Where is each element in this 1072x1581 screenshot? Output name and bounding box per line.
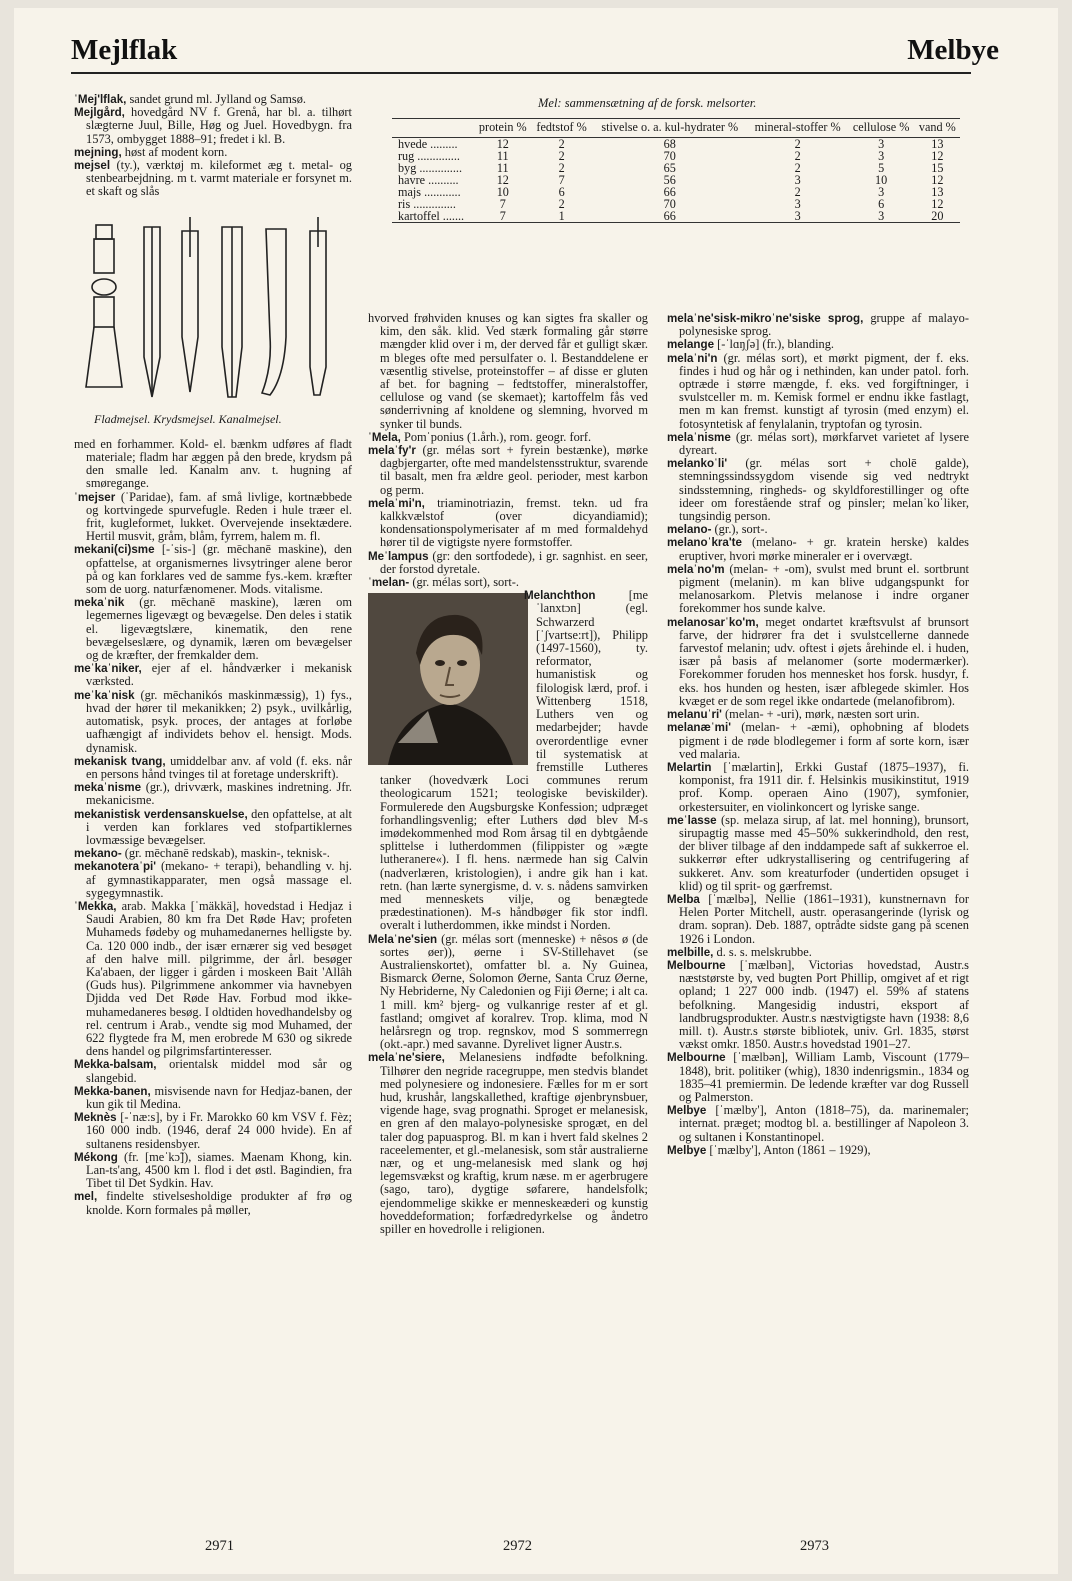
entry-headword: Melartin [667, 760, 712, 774]
chisel-figure [74, 217, 352, 407]
entry-headword: Meˈlampus [368, 549, 429, 563]
entry-text: (gr: den sortfodede), i gr. sagnhist. en seer, der forstod dyretale. [380, 548, 648, 576]
entry-headword: mekanoteraˈpi' [74, 860, 157, 874]
dictionary-entry [368, 1051, 648, 1236]
table-cell: 3 [878, 149, 885, 163]
dictionary-entry [667, 959, 969, 1051]
entry-text: (gr. mélas sort (menneske) + nêsos ø (de sortes øer)), øerne i SV-Stillehavet (se Australienskortet), omfatter bl. a. Ny Guinea, Bismarck Øerne, Solomon Øerne, Santa Cruz Øerne, Ny Hebriderne, Ny Caledonien og Fiji Øerne; i alt ca. 1 mill. km² bjerg- og vulkanrige rester af et gl. fastland; omgivet af koralrev. Trop. klima, mod N helårsregn og trop. regnskov, mod S sommerregn (okt.-apr.) med savanne. Dyrelivet ligner Austr.s. [380, 931, 648, 1052]
table-cell: 70 [663, 149, 676, 163]
entry-text: (gr.), sort-. [711, 522, 768, 537]
table-row [392, 198, 960, 210]
entry-text: (gr. mélas sort), sort-. [409, 575, 520, 590]
dictionary-entry [667, 814, 969, 893]
column-3 [667, 312, 969, 1157]
table-cell: 15 [931, 161, 944, 175]
table-cell: 10 [496, 185, 509, 199]
entry-text: sandet grund ml. Jylland og Samsø. [126, 92, 307, 106]
entry-headword: melanuˈri' [667, 708, 722, 722]
entry-text: [meˈlanxtɔn] (egl. Schwarzerd [ˈʃvartse:rt]), Philipp (1497-1560), ty. reformator, humanistisk og filologisk lærd, prof. i Wittenberg 1518, Luthers ven og medarbejder; havde overordentlige evner til systematisk at fremstille Lutheres tanker (hovedværk Loci communes rerum theologicarum 1521; teologiske beviskilder). Formulerede den Augsburgske Konfession; udpræget forhandlingsvenlig; efter Luthers død blev M-s imødekommenhed mod Rom årsag til en dybtgående splittelse i lutherdommen (filippister og »ægte lutheranere«). I fl. hens. nærmede han sig Calvin (nadverlæren, kristologien), i andre gik han i kat. retn. (han lærte synergisme, d. v. s. nådens samvirken med menneskets vilje, og benægtede prædestinationen). M-s håndbøger fik stor indfl. overalt i lutherdommen, ikke mindst i Norden. [380, 588, 648, 933]
dictionary-entry [667, 457, 969, 523]
entry-headword: melankoˈli' [667, 457, 728, 471]
entry-text: triaminotriazin, fremst. tekn. ud fra kalkkvælstof (over dicyandiamid); kondensationspolymerisater af m med formaldehyd hører til de vigtigste nyere formstoffer. [380, 495, 648, 550]
entry-headword: Melanchthon [524, 589, 596, 603]
entry-text: [ˈmælbən], Victorias hovedstad, Austr.s næststørste by, ved bugten Port Phillip, omgivet af et rigt opland; 1 227 000 indb. (1947) el. 59% af statens befolkning. Mangesidig industri, eksport af landbrugsprodukter. Austr.s næstvigtigste havn (1938: 8,6 mill. t). Austr.s største bibliotek, univ. Grl. 1835, størst vækst omkr. 1850. Austr.s hovedstad 1901–27. [679, 957, 969, 1052]
dictionary-entry [74, 900, 352, 1058]
entry-headword: Mekka-banen, [74, 1084, 151, 1098]
entry-text: (gr. mēchanikós maskinmæssig), 1) fys., hvad der hører til mekanikken; 2) psyk., uvilkårlig, automatisk, psyk. proces, der antages at forløbe uafhængigt af individets behov el. hensigt. Mods. dynamisk. [86, 687, 352, 755]
table-cell: 12 [931, 173, 944, 187]
entry-headword: Melaˈne'sien [368, 932, 438, 946]
dictionary-entry [74, 808, 352, 848]
entry-headword: mejning, [74, 145, 122, 159]
dictionary-entry [74, 438, 352, 491]
table-cell: 7 [499, 197, 506, 211]
table-column-header: cellulose % [848, 119, 915, 138]
table-row [392, 210, 960, 223]
entry-text: hvorved frøhviden knuses og kan sigtes fra skaller og kim, den såk. klid. Ved stærk formaling går større mængder klid over i m, der derved får et gulligt skær. m bleges ofte med persulfater o. l. Bestanddelene er væsentlig stivelse, proteinstoffer – af disse er gluten af bet. for bagning – fedtstoffer, mineralstoffer, cellulose og vand (se skemaet); kartoffelm fås ved sønderrivning af knoldene og slemning, hvorved m synker til bunds. [368, 311, 648, 431]
dictionary-entry [74, 1085, 352, 1111]
running-head-left: Mejlflak [71, 34, 178, 66]
table-cell: 6 [558, 185, 565, 199]
table-cell: 6 [878, 197, 885, 211]
dictionary-entry [667, 1051, 969, 1104]
entry-text: (gr. mélas sort + fyrein bestænke), mørke dagbjergarter, ofte med mandelstensstruktur, svarende til basalt, men fra ældre geol. perioder, mest karbon og perm. [380, 443, 648, 497]
entry-text: (sp. melaza sirup, af lat. mel honning), brunsort, sirupagtig masse med 45–50% sukkerindhold, den rest, der bliver tilbage af den inddampede saft af sukkerroe el. sukkerrør efter udkrystallisering og centrifugering af sukkeret. Anv. som kreaturfoder (undertiden opsuget i klid) og til sprit- og gærfremst. [679, 812, 969, 893]
entry-text: [-ˈlɑŋʃə] (fr.), blanding. [714, 337, 834, 352]
table-cell: 70 [663, 197, 676, 211]
dictionary-entry [667, 536, 969, 562]
table-row-label: ris .............. [398, 197, 456, 211]
table-cell: 12 [931, 149, 944, 163]
dictionary-entry [74, 1190, 352, 1216]
dictionary-entry [667, 616, 969, 708]
table-cell: 56 [663, 173, 676, 187]
dictionary-entry [74, 1111, 352, 1151]
table-column-header: mineral-stoffer % [748, 119, 848, 138]
table-cell: 3 [794, 209, 801, 223]
dictionary-entry [667, 352, 969, 431]
table-cell: 2 [558, 161, 565, 175]
entry-headword: mel, [74, 1190, 98, 1204]
table-cell: 2 [558, 137, 565, 151]
column-2 [368, 312, 648, 1236]
dictionary-entry [74, 860, 352, 900]
table-row-label: byg .............. [398, 161, 462, 175]
page-number-2: 2972 [503, 1538, 532, 1554]
table-cell: 13 [931, 137, 944, 151]
column-2-top-entries [368, 312, 648, 589]
table-cell: 12 [931, 197, 944, 211]
table-cell: 1 [558, 209, 565, 223]
entry-headword: mekano- [74, 847, 122, 861]
entry-text: (melano- + gr. kratein herske) kaldes eruptiver, hvori mørke mineraler er i overvægt. [679, 535, 969, 563]
entry-text: meget ondartet kræftsvulst af brunsort farve, der hidrører fra det i svulstcellerne dannede farvestof melanin; udv. oftest i øjets årehinde el. i huden, især på basis af melanomer (sorte modermærker). Forekommer foruden hos mennesket hos forsk. husdyr, f. eks. hos hunden og hesten, især afblegede skimler. Hos kvæget er de som regel ikke ondartede (melanofibrom). [679, 614, 969, 708]
entry-headword: melaˈmi'n, [368, 496, 425, 510]
entry-text: d. s. s. melskrubbe. [713, 944, 812, 959]
table-title: Mel: sammensætning af de forsk. melsorter. [538, 96, 757, 110]
entry-headword: melaˈne'siere, [368, 1051, 445, 1065]
entry-text: med en forhammer. Kold- el. bænkm udføres af fladt materiale; fladm har æggen på den brede, krydsm på den smalle led. Kanalm anv. t. hugning af smøregange. [74, 436, 352, 491]
entry-headword: melanoˈkra'te [667, 536, 742, 550]
entry-headword: melano- [667, 523, 712, 537]
dictionary-entry [667, 761, 969, 814]
dictionary-entry [368, 550, 648, 576]
dictionary-entry [74, 491, 352, 544]
dictionary-entry [74, 689, 352, 755]
entry-headword: melaˈnisme [667, 430, 731, 444]
entry-text: gruppe af malayo-polynesiske sprog. [679, 311, 969, 339]
table-cell: 2 [794, 149, 801, 163]
table-cell: 66 [663, 209, 676, 223]
dictionary-entry [667, 721, 969, 761]
entry-text: (gr.), drivværk, maskines indretning. Jfr. mekanicisme. [86, 780, 352, 808]
table-row-label: kartoffel ....... [398, 209, 465, 223]
column-1 [74, 93, 352, 1217]
table-column-header: vand % [915, 119, 960, 138]
column-1-top-entries [74, 93, 352, 199]
table-column-header: protein % [474, 119, 531, 138]
table-body [392, 138, 960, 223]
entry-headword: mekanistisk verdensanskuelse, [74, 807, 248, 821]
table-cell: 3 [794, 173, 801, 187]
entry-text: orientalsk middel mod sår og slangebid. [86, 1057, 352, 1085]
entry-text: Melanesiens indfødte befolkning. Tilhører den negride racegruppe, men stedvis blandet med polynesiere og indonesiere. Fælles for m er sort hud, krushår, langskallethed, kraftige øjenbrynsbuer, vigende hage, svag prognathi. Sproget er melanesisk, en gren af den malayo-polynesiske sprogæt, en del taler dog papuasprog. Bl. m kan i hvert fald skelnes 2 raceelementer, et gl.-melanesisk, som står australierne nær, og et ung-melanesisk med slank og høj legemsvækst og kraftig, krum næse. m er agerbrugere (sago, taro), dygtige søfarere, handelsfolk; ejendommelige skikke er menneskeæderi og kunstig hoveddeformation; forfædredyrkelse og åndetro spiller en hovedrolle i religionen. [380, 1050, 648, 1237]
entry-headword: meˈkaˈniker, [74, 662, 142, 676]
table-row-label: hvede ......... [398, 137, 458, 151]
dictionary-entry [667, 312, 969, 338]
chisel-illustration [74, 217, 344, 407]
table-row [392, 186, 960, 198]
table-column-header: fedtstof % [531, 119, 591, 138]
entry-text: (gr. mélas sort), mørkfarvet varietet af lysere dyreart. [679, 429, 969, 458]
entry-text: [-ˈnæ:s], by i Fr. Marokko 60 km VSV f. Fèz; 160 000 indb. (1946, deraf 24 000 hvide). En af sultanens residensbyer. [86, 1110, 352, 1151]
column-3-entries [667, 312, 969, 1157]
entry-text: [ˈmælbən], William Lamb, Viscount (1779–1848), brit. politiker (whig), 1830 indenrigsmin., 1834 og 1835–41 premiermin. De ledende kræfter var dog Russell og Palmerston. [679, 1050, 969, 1104]
entry-headword: Melbourne [667, 958, 726, 972]
dictionary-entry [74, 159, 352, 199]
dictionary-entry [74, 662, 352, 688]
dictionary-entry [368, 497, 648, 550]
table-cell: 12 [496, 173, 509, 187]
entry-text: (gr. mēchanē maskine), læren om legemernes ligevægt og bevægelse. Den deles i statik el. ligevægtslære, kinematik, den rene bevægelseslære, og dynamik, læren om bevægelser og de kræfter, der fremkalder dem. [86, 595, 352, 663]
flour-composition-table [392, 118, 960, 223]
entry-text: (ty.), værktøj m. kileformet æg t. metal- og stenbearbejdning. m t. varmt materiale er forsynet m. et skaft og slås [86, 158, 352, 199]
entry-text: [ˈmælbə], Nellie (1861–1931), kunstnernavn for Helen Porter Mitchell, austr. operasangerinde (lyrisk og dram. sopran). Deb. 1887, optrådte sidste gang på scenen 1926 i London. [679, 891, 969, 946]
table-cell: 3 [878, 137, 885, 151]
table-cell: 2 [558, 149, 565, 163]
entry-headword: ˈMekka, [74, 899, 117, 913]
table-row-label: rug .............. [398, 149, 460, 163]
entry-headword: mekaˈnisme [74, 781, 142, 795]
entry-headword: melanosarˈko'm, [667, 615, 759, 629]
entry-headword: Mejlgård, [74, 106, 125, 120]
entry-text: (mekano- + terapi), behandling v. hj. af gymnastikapparater, men også massage el. sygegymnastik. [86, 859, 352, 900]
entry-text: [ˈmælartin], Erkki Gustaf (1875–1937), fi. komponist, fra 1911 dir. f. Helsinkis musikinstitut, 1919 prof. Komp. operaen Aino (1907), symfonier, orkestersuiter, en violinkoncert og lyriske sange. [679, 759, 969, 814]
table-row [392, 150, 960, 162]
table-cell: 68 [663, 137, 676, 151]
table-cell: 5 [878, 161, 885, 175]
entry-headword: mekanisk tvang, [74, 754, 166, 768]
entry-text: arab. Makka [ˈmäkkä], hovedstad i Hedjaz i Saudi Arabien, 80 km fra Det Røde Hav; profeten Muhameds fødeby og muhamedanernes helligste by. Ca. 120 000 indb., der især ernærer sig ved besøget af den halve mill. pilgrimme, der årl. besøger Ka'abaen, der ligger i gården i moskeen Bait 'Allâh (Guds hus). Pilgrimmene ankommer via havnebyen Djidda ved Det Røde Hav. Forbud mod ikke-muhamedaneres besøg. I oldtiden hovedhandelsby og rel. centrum i Arab., vendte sig mod Muhamed, der 622 flygtede fra M, men erobrede M 630 og sikrede dens handel og pilgrimsfartinteresser. [86, 898, 352, 1059]
entry-headword: Melbourne [667, 1051, 726, 1065]
entry-text: høst af modent korn. [121, 144, 228, 159]
table-cell: 2 [558, 197, 565, 211]
table-cell: 7 [558, 173, 565, 187]
entry-headword: ˈMej'lflak, [74, 93, 127, 106]
page-number-1: 2971 [205, 1538, 234, 1554]
table-cell: 3 [878, 185, 885, 199]
table-cell: 7 [499, 209, 506, 223]
entry-text: misvisende navn for Hedjaz-banen, der kun gik til Medina. [86, 1083, 352, 1111]
entry-text: (gr. mélas sort + cholē galde), stemningssindssygdom visende sig ved nedtrykt sindsstemning, ringheds- og skyldforestillinger og ofte ideer om forestående straf og pinsler; melanˈkoˈliker, tungsindig person. [679, 456, 969, 524]
entry-headword: Meknès [74, 1111, 117, 1125]
entry-text: [ˈmælby'], Anton (1861 – 1929), [706, 1142, 871, 1157]
table-cell: 3 [878, 209, 885, 223]
entry-text: ejer af el. håndværker i mekanisk værksted. [86, 661, 352, 689]
dictionary-entry [74, 1058, 352, 1084]
entry-text: [ˈmælby'], Anton (1818–75), da. marinemaler; internat. præget; modtog bl. a. bestillinger af Napoleon 3. og sultanen i Konstantinopel. [679, 1103, 969, 1144]
entry-headword: mekani(ci)sme [74, 543, 155, 557]
entry-headword: melaˈno'm [667, 562, 725, 576]
entry-text: (melan- + -æmi), ophobning af blodets pigment i de røde blodlegemer i form af sorte korn, især ved malaria. [679, 720, 969, 761]
dictionary-entry [74, 596, 352, 662]
table-cell: 66 [663, 185, 676, 199]
entry-text: umiddelbar anv. af vold (f. eks. når en persons hånd tvinges til at foretage underskrift). [86, 753, 352, 781]
entry-headword: ˈmelan- [368, 576, 410, 590]
dictionary-entry [667, 893, 969, 946]
table-header-row [392, 119, 960, 138]
table-row [392, 138, 960, 151]
entry-headword: Melba [667, 892, 700, 906]
entry-headword: melaˈfy'r [368, 444, 416, 458]
entry-text: findelte stivelsesholdige produkter af frø og knolde. Korn formales på møller, [86, 1189, 352, 1217]
table-column-header: stivelse o. a. kul-hydrater % [592, 119, 748, 138]
entry-headword: meˈlasse [667, 813, 717, 827]
table-column-header [392, 119, 474, 138]
table-cell: 20 [931, 209, 944, 223]
dictionary-entry [368, 312, 648, 431]
figure-caption: Fladmejsel. Krydsmejsel. Kanalmejsel. [94, 411, 282, 426]
entry-headword: meˈkaˈnisk [74, 688, 135, 702]
dictionary-entry [667, 1104, 969, 1144]
table-row [392, 174, 960, 186]
entry-text: hovedgård NV f. Grenå, har bl. a. tilhørt slægterne Juul, Bille, Høg og Juel. Hovedbygn. fra 1573, ombygget 1888–91; fredet i kl. B. [86, 105, 352, 146]
column-1-bottom-entries [74, 438, 352, 1217]
entry-headword: melanæˈmi' [667, 721, 731, 735]
entry-headword: melbille, [667, 945, 714, 959]
dictionary-entry [667, 563, 969, 616]
entry-text: (gr. mélas sort), et mørkt pigment, der f. eks. findes i hud og hår og i nethinden, kan under patol. forh. optræde i større mængde, f. eks. ved forgiftninger, i svulstceller m. m. Kemisk formel er endnu ikke fastlagt, men m kan fremst. kunstigt af tyrosin (med enzym) el. fotosyntetisk af fenylalanin, tryptofan og tyrosin. [679, 350, 969, 431]
table-cell: 65 [663, 161, 676, 175]
table-cell: 2 [794, 137, 801, 151]
dictionary-entry [74, 543, 352, 596]
entry-headword: mejsel [74, 159, 111, 173]
header-rule [71, 72, 971, 74]
entry-headword: ˈMela, [368, 430, 401, 444]
table-cell: 2 [794, 161, 801, 175]
entry-text: (melan- + -uri), mørk, næsten sort urin. [721, 707, 920, 722]
table-cell: 3 [794, 197, 801, 211]
entry-text: [-ˈsis-] (gr. mēchanē maskine), den opfattelse, at organismernes livsytringer alene beror på og kan forklares ved de samme fys.-kem. kræfter som de uorg. naturfænomener. Mods. vitalisme. [86, 542, 352, 597]
entry-headword: ˈmejser [74, 490, 116, 504]
dictionary-entry [667, 1144, 969, 1157]
entry-headword: Mékong [74, 1150, 118, 1164]
entry-text: (fr. [meˈkɔ̃]), siames. Maenam Khong, kin. Lan-ts'ang, 4500 km l. flod i det østl. Bagindien, fra Tibet til Det Sydkin. Hav. [86, 1149, 352, 1191]
dictionary-entry [74, 106, 352, 146]
table-cell: 2 [794, 185, 801, 199]
entry-headword: Mekka-balsam, [74, 1058, 157, 1072]
entry-headword: melange [667, 338, 715, 352]
table-cell: 10 [875, 173, 888, 187]
table-cell: 11 [496, 149, 509, 163]
page-number-3: 2973 [800, 1538, 829, 1554]
entry-headword: mekaˈnik [74, 596, 125, 610]
dictionary-entry [368, 444, 648, 497]
dictionary-entry [74, 1151, 352, 1191]
entry-headword: melaˈne'sisk-mikroˈne'siske sprog, [667, 312, 864, 325]
entry-text: (ˈParidae), fam. af små livlige, kortnæbbede og kortvingede spurvefugle. Reden i hule træer el. frit, kugleformet, lukket. Overvejende insektædere. Hertil musvit, gråm, blåm, fyrrem, halem m. fl. [86, 489, 352, 544]
dictionary-entry [74, 781, 352, 807]
entry-headword: melaˈni'n [667, 351, 718, 365]
table-row-label: majs ............ [398, 185, 461, 199]
running-head-right: Melbye [907, 34, 999, 66]
entry-text: den opfattelse, at alt i verden kan forklares ved stofpartiklernes lovmæssige bevægelser. [86, 806, 352, 847]
entry-headword: Melbye [667, 1104, 707, 1118]
entry-text: (melan- + -om), svulst med brunt el. sortbrunt pigment (melanin). m kan blive udgangspunkt for melanosarkom. Pletvis melanose i indre organer forekommer hos sunde kalve. [679, 561, 969, 616]
table-cell: 13 [931, 185, 944, 199]
table-row-label: havre .......... [398, 173, 459, 187]
entry-text: Pomˈponius (1.årh.), rom. geogr. forf. [400, 429, 592, 444]
entry-headword: Melbye [667, 1143, 707, 1157]
melanchthon-portrait [368, 593, 528, 765]
dictionary-entry [667, 431, 969, 457]
table-cell: 11 [496, 161, 509, 175]
dictionary-entry [74, 755, 352, 781]
entry-text: (gr. mēchanē redskab), maskin-, teknisk-. [121, 846, 330, 861]
table-cell: 12 [496, 137, 509, 151]
dictionary-entry [368, 933, 648, 1052]
